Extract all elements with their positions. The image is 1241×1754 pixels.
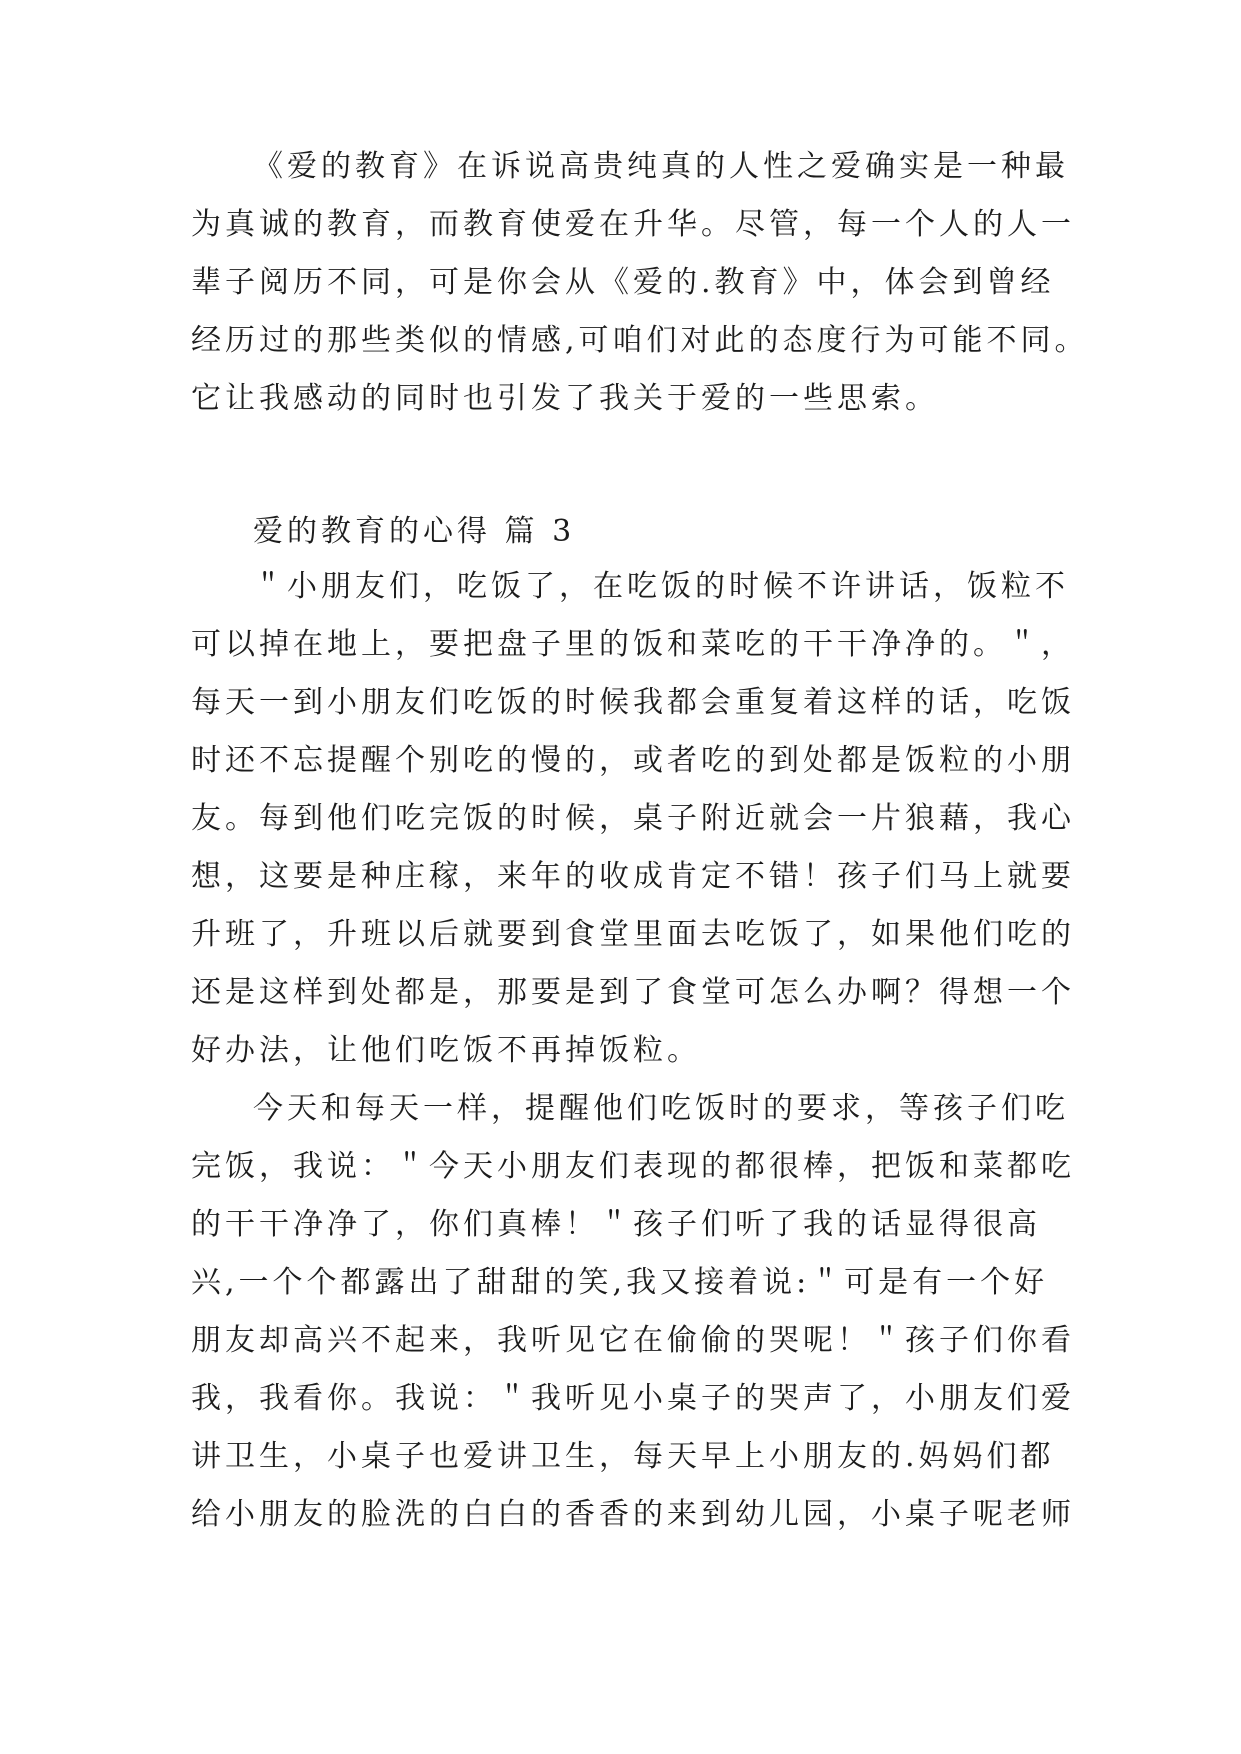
text-line: 友。每到他们吃完饭的时候，桌子附近就会一片狼藉，我心	[191, 801, 1075, 836]
text-line: 时还不忘提醒个别吃的慢的，或者吃的到处都是饭粒的小朋	[191, 743, 1075, 778]
text-line: 《爱的教育》在诉说高贵纯真的人性之爱确实是一种最	[253, 149, 1069, 184]
text-line: 还是这样到处都是，那要是到了食堂可怎么办啊？得想一个	[191, 975, 1075, 1010]
text-line: 给小朋友的脸洗的白白的香香的来到幼儿园，小桌子呢老师	[191, 1497, 1075, 1532]
text-line: 每天一到小朋友们吃饭的时候我都会重复着这样的话，吃饭	[191, 685, 1075, 720]
text-line: 我，我看你。我说：＂我听见小桌子的哭声了，小朋友们爱	[191, 1381, 1075, 1416]
text-line: 好办法，让他们吃饭不再掉饭粒。	[191, 1033, 701, 1068]
text-line: 完饭，我说：＂今天小朋友们表现的都很棒，把饭和菜都吃	[191, 1149, 1075, 1184]
text-line: 升班了，升班以后就要到食堂里面去吃饭了，如果他们吃的	[191, 917, 1075, 952]
text-line: 朋友却高兴不起来，我听见它在偷偷的哭呢！＂孩子们你看	[191, 1323, 1075, 1358]
text-line: 今天和每天一样，提醒他们吃饭时的要求，等孩子们吃	[253, 1091, 1069, 1126]
text-line: 可以掉在地上，要把盘子里的饭和菜吃的干干净净的。＂，	[191, 627, 1075, 662]
text-line: 想，这要是种庄稼，来年的收成肯定不错！孩子们马上就要	[191, 859, 1075, 894]
section-heading: 爱的教育的心得 篇 3	[253, 514, 576, 549]
text-line: 辈子阅历不同，可是你会从《爱的.教育》中，体会到曾经	[191, 265, 1055, 300]
text-line: 的干干净净了，你们真棒！＂孩子们听了我的话显得很高	[191, 1207, 1041, 1242]
text-line: ＂小朋友们，吃饭了，在吃饭的时候不许讲话，饭粒不	[253, 569, 1069, 604]
text-line: 讲卫生，小桌子也爱讲卫生，每天早上小朋友的.妈妈们都	[191, 1439, 1055, 1474]
text-line: 它让我感动的同时也引发了我关于爱的一些思索。	[191, 381, 939, 416]
text-line: 为真诚的教育，而教育使爱在升华。尽管，每一个人的人一	[191, 207, 1075, 242]
text-line: 兴,一个个都露出了甜甜的笑,我又接着说:＂可是有一个好	[191, 1265, 1049, 1300]
text-line: 经历过的那些类似的情感,可咱们对此的态度行为可能不同。	[191, 323, 1089, 358]
